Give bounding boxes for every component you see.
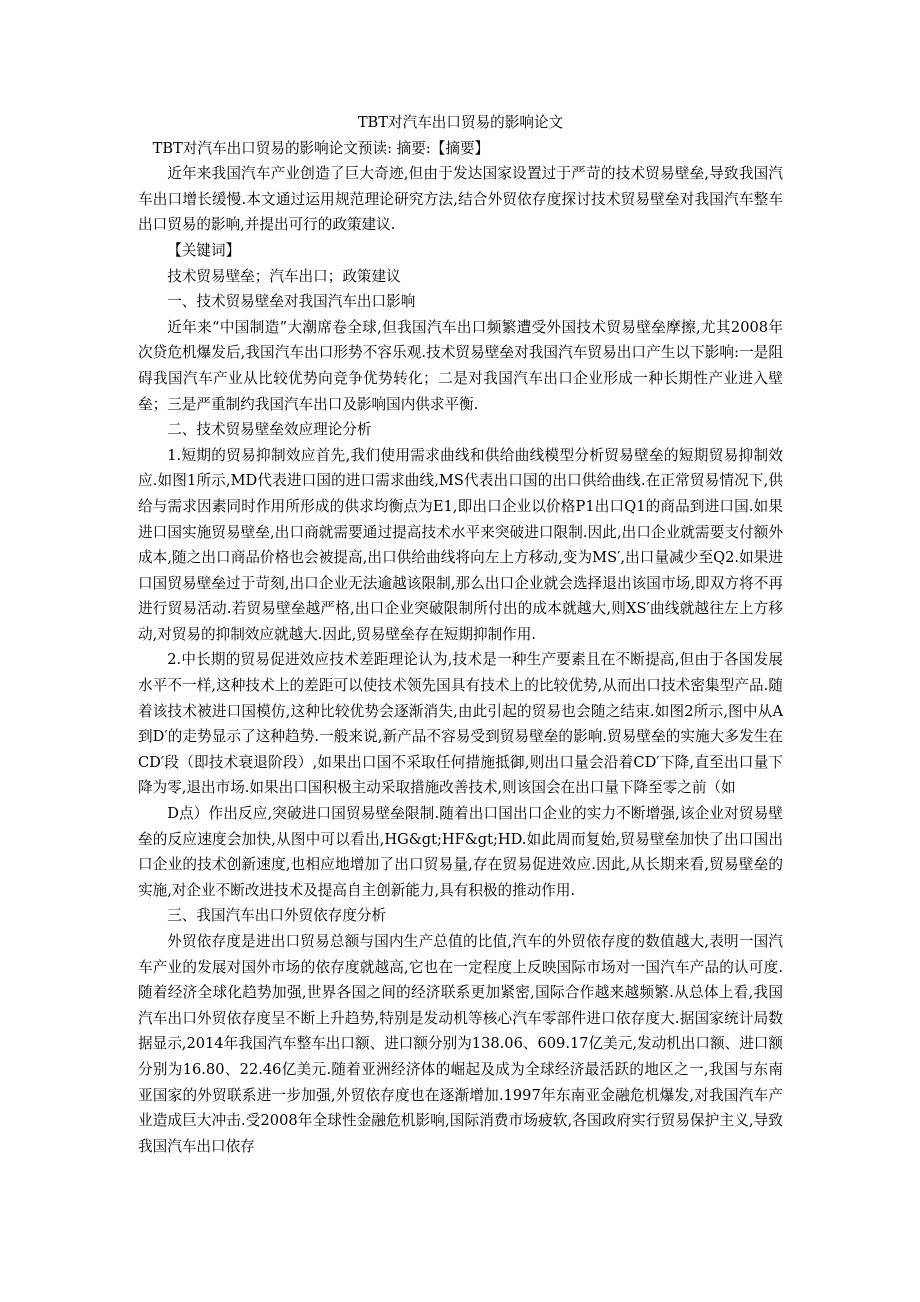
document-page [138, 110, 783, 1159]
section1-paragraph: 近年来“中国制造”大潮席卷全球,但我国汽车出口频繁遭受外国技术贸易壁垒摩擦,尤其2008年次贷危机爆发后,我国汽车出口形势不容乐观.技术贸易壁垒对我国汽车贸易出口产生以下影响:一是阻碍我国汽车产业从比较优势向竞争优势转化；二是对我国汽车出口企业形成一种长期性产业进入壁垒；三是严重制约我国汽车出口及影响国内供求平衡. [138, 318, 783, 413]
section2-heading: 二、技术贸易壁垒效应理论分析 [167, 421, 372, 439]
abstract-paragraph: 近年来我国汽车产业创造了巨大奇迹,但由于发达国家设置过于严苛的技术贸易壁垒,导致我国汽车出口增长缓慢.本文通过运用规范理论研究方法,结合外贸依存度探讨技术贸易壁垒对我国汽车整车出口贸易的影响,并提出可行的政策建议. [138, 165, 783, 234]
document-intro: TBT对汽车出口贸易的影响论文预读: 摘要:【摘要】 [152, 139, 490, 157]
keywords-label: 【关键词】 [167, 241, 241, 259]
section2-paragraph-1: 1.短期的贸易抑制效应首先,我们使用需求曲线和供给曲线模型分析贸易壁垒的短期贸易抑制效应.如图1所示,MD代表进口国的进口需求曲线,MS代表出口国的出口供给曲线.在正常贸易情况下,供给与需求因素同时作用所形成的供求均衡点为E1,即出口企业以价格P1出口Q1的商品到进口国.如果进口国实施贸易壁垒,出口商就需要通过提高技术水平来突破进口限制.因此,出口企业就需要支付额外成本,随之出口商品价格也会被提高,出口供给曲线将向左上方移动,变为MS′,出口量减少至Q2.如果进口国贸易壁垒过于苛刻,出口企业无法逾越该限制,那么出口企业就会选择退出该国市场,即双方将不再进行贸易活动.若贸易壁垒越严格,出口企业突破限制所付出的成本就越大,则XS′曲线就越往左上方移动,对贸易的抑制效应就越大.因此,贸易壁垒存在短期抑制作用. [138, 446, 783, 643]
section3-heading: 三、我国汽车出口外贸依存度分析 [167, 907, 387, 925]
document-title: TBT对汽车出口贸易的影响论文 [357, 114, 564, 131]
keywords-text: 技术贸易壁垒；汽车出口；政策建议 [167, 267, 401, 285]
section2-paragraph-3: D点）作出反应,突破进口国贸易壁垒限制.随着出口国出口企业的实力不断增强,该企业对贸易壁垒的反应速度会加快,从图中可以看出,HG&gt;HF&gt;HD.如此周而复始,贸易壁垒加快了出口国出口企业的技术创新速度,也相应地增加了出口贸易量,存在贸易促进效应.因此,从长期来看,贸易壁垒的实施,对企业不断改进技术及提高自主创新能力,具有积极的推动作用. [138, 805, 783, 899]
section2-paragraph-2: 2.中长期的贸易促进效应技术差距理论认为,技术是一种生产要素且在不断提高,但由于各国发展水平不一样,这种技术上的差距可以使技术领先国具有技术上的比较优势,从而出口技术密集型产品.随着该技术被进口国模仿,这种比较优势会逐渐消失,由此引起的贸易也会随之结束.如图2所示,图中从A到D′的走势显示了这种趋势.一般来说,新产品不容易受到贸易壁垒的影响.贸易壁垒的实施大多发生在CD′段（即技术衰退阶段）,如果出口国不采取任何措施抵御,则出口量会沿着CD′下降,直至出口量下降为零,退出市场.如果出口国积极主动采取措施改善技术,则该国会在出口量下降至零之前（如 [138, 651, 783, 797]
section3-paragraph: 外贸依存度是进出口贸易总额与国内生产总值的比值,汽车的外贸依存度的数值越大,表明一国汽车产业的发展对国外市场的依存度就越高,它也在一定程度上反映国际市场对一国汽车产品的认可度.随着经济全球化趋势加强,世界各国之间的经济联系更加紧密,国际合作越来越频繁.从总体上看,我国汽车出口外贸依存度呈不断上升趋势,特别是发动机等核心汽车零部件进口依存度大.据国家统计局数据显示,2014年我国汽车整车出口额、进口额分别为138.06、609.17亿美元,发动机出口额、进口额分别为16.80、22.46亿美元.随着亚洲经济体的崛起及成为全球经济最活跃的地区之一,我国与东南亚国家的外贸联系进一步加强,外贸依存度也在逐渐增加.1997年东南亚金融危机爆发,对我国汽车产业造成巨大冲击.受2008年全球性金融危机影响,国际消费市场疲软,各国政府实行贸易保护主义,导致我国汽车出口依存 [138, 933, 783, 1155]
section1-heading: 一、技术贸易壁垒对我国汽车出口影响 [167, 293, 416, 311]
